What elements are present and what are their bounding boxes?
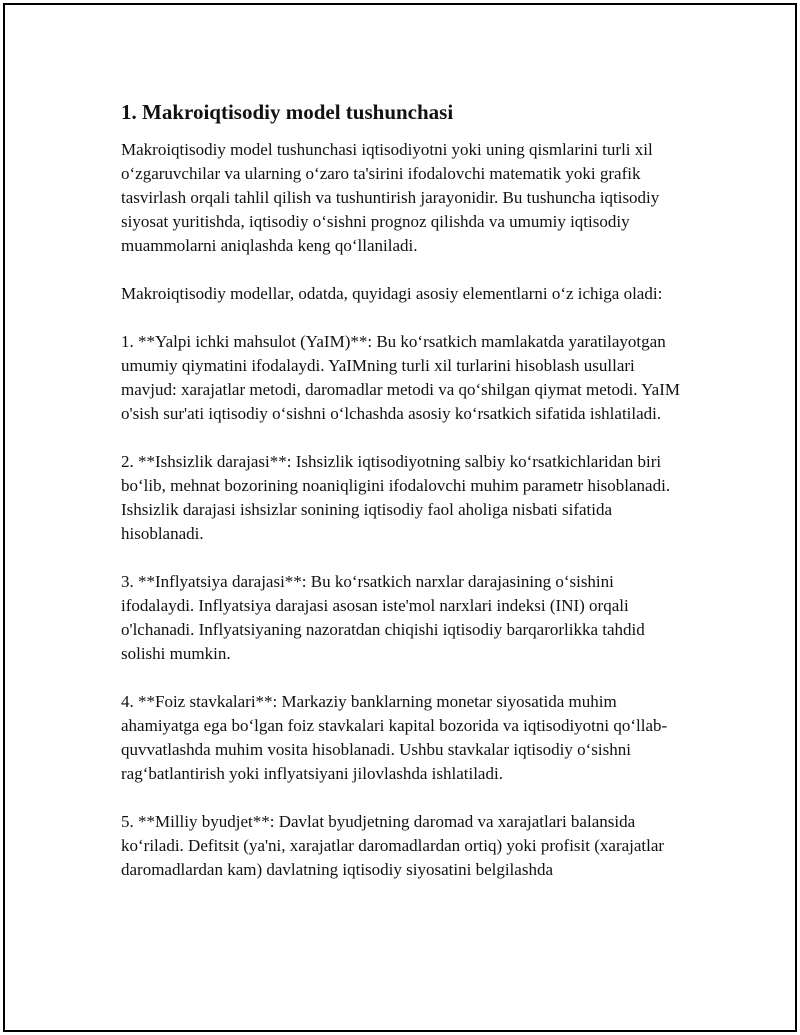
list-item-gdp: 1. **Yalpi ichki mahsulot (YaIM)**: Bu ko‘rsatkich mamlakatda yaratilayotgan umumiy qiymatini ifodalaydi. YaIMning turli xil turlarini hisoblash usullari mavjud: xarajatlar metodi, daromadlar metodi va qo‘shilgan qiymat metodi. YaIM o'sish sur'ati iqtisodiy o‘sishni o‘lchashda asosiy ko‘rsatkich sifatida ishlatiladi. <box>121 332 680 423</box>
intro-paragraph: Makroiqtisodiy model tushunchasi iqtisodiyotni yoki uning qismlarini turli xil o‘zgaruvchilar va ularning o‘zaro ta'sirini ifodalovchi matematik yoki grafik tasvirlash orqali tahlil qilish va tushuntirish jarayonidir. Bu tushuncha iqtisodiy siyosat yuritishda, iqtisodiy o‘sishni prognoz qilishda va umumiy iqtisodiy muammolarni aniqlashda keng qo‘llaniladi. <box>121 140 660 255</box>
list-item-inflation: 3. **Inflyatsiya darajasi**: Bu ko‘rsatkich narxlar darajasining o‘sishini ifodalaydi. Inflyatsiya darajasi asosan iste'mol narxlari indeksi (INI) orqali o'lchanadi. Inflyatsiyaning nazoratdan chiqishi iqtisodiy barqarorlikka tahdid solishi mumkin. <box>121 572 645 663</box>
list-item-interest-rates: 4. **Foiz stavkalari**: Markaziy banklarning monetar siyosatida muhim ahamiyatga ega bo‘lgan foiz stavkalari kapital bozorida va iqtisodiyotni qo‘llab-quvvatlashda muhim vosita hisoblanadi. Ushbu stavkalar iqtisodiy o‘sishni rag‘batlantirish yoki inflyatsiyani jilovlashda ishlatiladi. <box>121 692 668 783</box>
document-page <box>3 3 797 1032</box>
list-item-unemployment: 2. **Ishsizlik darajasi**: Ishsizlik iqtisodiyotning salbiy ko‘rsatkichlaridan biri bo‘lib, mehnat bozorining noaniqligini ifodalovchi muhim parametr hisoblanadi. Ishsizlik darajasi ishsizlar sonining iqtisodiy faol aholiga nisbati sifatida hisoblanadi. <box>121 452 671 543</box>
list-item-national-budget: 5. **Milliy byudjet**: Davlat byudjetning daromad va xarajatlari balansida ko‘riladi. Defitsit (ya'ni, xarajatlar daromadlardan ortiq) yoki profisit (xarajatlar daromadlardan kam) davlatning iqtisodiy siyosatini belgilashda <box>121 812 665 879</box>
section-heading: 1. Makroiqtisodiy model tushunchasi <box>121 100 454 124</box>
elements-intro-paragraph: Makroiqtisodiy modellar, odatda, quyidagi asosiy elementlarni o‘z ichiga oladi: <box>121 284 663 303</box>
document-content <box>121 98 691 906</box>
